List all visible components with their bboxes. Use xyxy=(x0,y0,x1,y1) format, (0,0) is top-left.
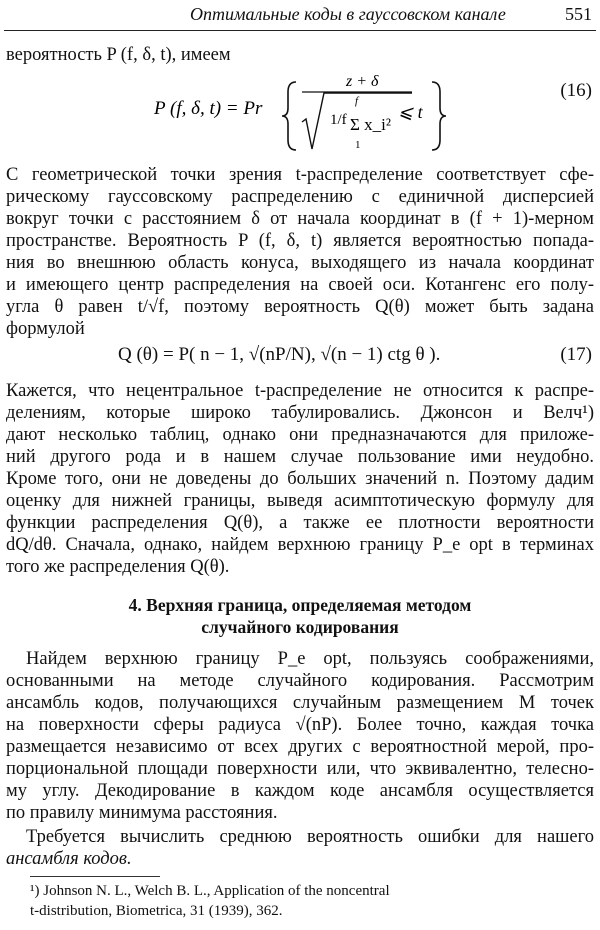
footnote-line: ¹) Johnson N. L., Welch B. L., Application of the noncentral xyxy=(30,883,390,899)
text-line: вокруг точки с расстоянием δ от начала координат в (f + 1)-мерном xyxy=(6,209,594,229)
eq16-inner-fraction: 1/f xyxy=(330,112,347,128)
left-brace xyxy=(282,82,296,150)
text-line: того же распределения Q(θ). xyxy=(6,557,230,577)
text-line: угла θ равен t/√f, поэтому вероятность Q(θ) может быть задана xyxy=(6,297,594,317)
sum-upper-limit: f xyxy=(355,95,359,107)
text-line: му углу. Декодирование в каждом коде ансамбля осуществляется xyxy=(6,781,594,801)
text-line: Найдем верхнюю границу P_e opt, пользуясь соображениями, xyxy=(26,649,594,669)
text-line: ний другого рода и в нашем случае пользование ими неудобно. xyxy=(6,447,594,467)
right-brace xyxy=(432,82,446,150)
page-number: 551 xyxy=(565,4,592,24)
equation-16-number: (16) xyxy=(560,80,592,101)
eq16-inequality: ⩽ t xyxy=(398,102,423,122)
running-title: Оптимальные коды в гауссовском канале xyxy=(190,4,506,24)
section-heading: 4. Верхняя граница, определяемая методом xyxy=(128,595,472,615)
text-line: рическому гауссовскому распределению с единичной дисперсией xyxy=(6,187,594,207)
equation-16-numerator: z + δ xyxy=(346,73,379,90)
text-line: ансамбля кодов. xyxy=(6,849,132,869)
text-line: Требуется вычислить среднюю вероятность ошибки для нашего xyxy=(26,827,594,847)
text-line: ансамбль кодов, получающихся случайным размещением M точек xyxy=(6,693,594,713)
text-line: оценку для нижней границы, выведя асимптотическую формулу для xyxy=(6,491,594,511)
footnote-line: t-distribution, Biometrica, 31 (1939), 362. xyxy=(30,903,283,919)
text-line: вероятность P (f, δ, t), имеем xyxy=(6,45,231,65)
text-line: дают несколько таблиц, однако они предназначаются для приложе- xyxy=(6,425,594,445)
text-line: пространстве. Вероятность P (f, δ, t) является вероятностью попада- xyxy=(6,231,594,251)
text-line: по правилу минимума расстояния. xyxy=(6,803,278,823)
section-heading: случайного кодирования xyxy=(201,617,399,637)
text-line: делениям, которые широко табулировались. Джонсон и Велч¹) xyxy=(6,403,594,423)
text-line: порциональной площади поверхности или, что эквивалентно, телесно- xyxy=(6,759,594,779)
equation-16-lhs: P (f, δ, t) = Pr xyxy=(154,98,263,119)
text-line: С геометрической точки зрения t-распределение соответствует сфе- xyxy=(6,165,594,185)
text-line: размещается независимо от всех других с вероятностной мерой, про- xyxy=(6,737,594,757)
text-line: формулой xyxy=(6,319,85,339)
page-header xyxy=(0,0,600,34)
sum-body: Σ x_i² xyxy=(350,115,391,134)
equation-17-formula: Q (θ) = P( n − 1, √(nP/N), √(n − 1) ctg θ ). xyxy=(118,344,441,365)
equation-17-number: (17) xyxy=(560,344,592,365)
text-line: основанными на методе случайного кодирования. Рассмотрим xyxy=(6,671,594,691)
text-line: функции распределения Q(θ), а также ее плотности вероятности xyxy=(6,513,594,533)
text-line: Кажется, что нецентральное t-распределение не относится к распре- xyxy=(6,381,594,401)
text-line: ния во внешнюю область конуса, выходящего из начала координат xyxy=(6,253,594,273)
sum-lower-limit: 1 xyxy=(355,139,361,151)
text-line: на поверхности сферы радиуса √(nP). Более точно, каждая точка xyxy=(6,715,594,735)
footnote-rule xyxy=(30,876,160,877)
equation-16-formula xyxy=(150,72,450,162)
text-line: Кроме того, они не доведены до больших значений n. Поэтому дадим xyxy=(6,469,594,489)
text-line: dQ/dθ. Сначала, однако, найдем верхнюю границу P_e opt в терминах xyxy=(6,535,594,555)
header-rule xyxy=(4,30,596,31)
text-line: и имеющего центр распределения на своей оси. Котангенс его полу- xyxy=(6,275,594,295)
